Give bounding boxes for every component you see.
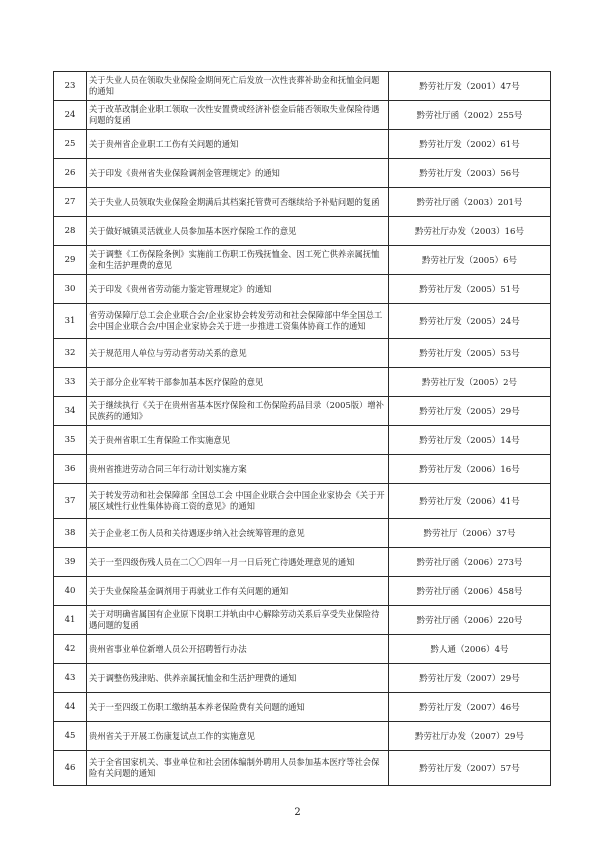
row-number: 29: [54, 246, 87, 275]
table-row: [54, 664, 551, 693]
document-code: 黔劳社厅发（2007）57号: [389, 751, 551, 786]
table-row: [54, 72, 551, 101]
document-title: 关于印发《贵州省失业保险调剂金管理规定》的通知: [87, 159, 389, 188]
table-row: [54, 426, 551, 455]
document-title: 关于转发劳动和社会保障部 全国总工会 中国企业联合会中国企业家协会《关于开展区域性行业性集体协商工资的意见》的通知: [87, 484, 389, 519]
document-index-table: [53, 71, 551, 786]
document-title: 关于一至四级工伤职工缴纳基本养老保险费有关问题的通知: [87, 693, 389, 722]
document-code: 黔劳社厅函（2006）273号: [389, 548, 551, 577]
row-number: 28: [54, 217, 87, 246]
document-code: 黔劳社厅函（2006）220号: [389, 606, 551, 635]
document-code: 黔劳社厅发（2003）56号: [389, 159, 551, 188]
table-row: [54, 519, 551, 548]
row-number: 26: [54, 159, 87, 188]
row-number: 45: [54, 722, 87, 751]
document-title: 关于贵州省职工生育保险工作实施意见: [87, 426, 389, 455]
document-title: 关于企业老工伤人员和关待遇逐步纳入社会统筹管理的意见: [87, 519, 389, 548]
row-number: 43: [54, 664, 87, 693]
table-body: [54, 72, 551, 786]
table-row: [54, 304, 551, 339]
row-number: 44: [54, 693, 87, 722]
table-row: [54, 722, 551, 751]
row-number: 32: [54, 339, 87, 368]
table-row: [54, 275, 551, 304]
table-row: [54, 130, 551, 159]
table-row: [54, 159, 551, 188]
document-code: 黔劳社厅发（2007）46号: [389, 693, 551, 722]
row-number: 30: [54, 275, 87, 304]
document-code: 黔劳社厅发（2005）6号: [389, 246, 551, 275]
document-code: 黔劳社厅发（2006）41号: [389, 484, 551, 519]
document-code: 黔劳社厅办发（2003）16号: [389, 217, 551, 246]
document-code: 黔劳社厅办发（2007）29号: [389, 722, 551, 751]
document-title: 关于做好城镇灵活就业人员参加基本医疗保险工作的意见: [87, 217, 389, 246]
row-number: 27: [54, 188, 87, 217]
table-row: [54, 577, 551, 606]
table-row: [54, 368, 551, 397]
document-title: 贵州省推进劳动合同三年行动计划实施方案: [87, 455, 389, 484]
row-number: 33: [54, 368, 87, 397]
table-row: [54, 484, 551, 519]
row-number: 23: [54, 72, 87, 101]
table-row: [54, 188, 551, 217]
row-number: 37: [54, 484, 87, 519]
document-title: 贵州省关于开展工伤康复试点工作的实施意见: [87, 722, 389, 751]
table-row: [54, 339, 551, 368]
document-title: 关于印发《贵州省劳动能力鉴定管理规定》的通知: [87, 275, 389, 304]
document-title: 关于一至四级伤残人员在二〇〇四年一月一日后死亡待遇处理意见的通知: [87, 548, 389, 577]
row-number: 25: [54, 130, 87, 159]
document-title: 关于全省国家机关、事业单位和社会团体编制外聘用人员参加基本医疗等社会保险有关问题的通知: [87, 751, 389, 786]
document-title: 省劳动保障厅总工会企业联合会/企业家协会转发劳动和社会保障部中华全国总工会中国企业联合会/中国企业家协会关于进一步推进工资集体协商工作的通知: [87, 304, 389, 339]
row-number: 40: [54, 577, 87, 606]
table-row: [54, 548, 551, 577]
document-title: 关于失业人员在领取失业保险金期间死亡后发放一次性丧葬补助金和抚恤金问题的通知: [87, 72, 389, 101]
row-number: 36: [54, 455, 87, 484]
row-number: 39: [54, 548, 87, 577]
document-code: 黔劳社厅发（2005）53号: [389, 339, 551, 368]
document-code: 黔劳社厅发（2006）16号: [389, 455, 551, 484]
document-code: 黔劳社厅发（2005）14号: [389, 426, 551, 455]
table-row: [54, 397, 551, 426]
document-code: 黔劳社厅发（2005）29号: [389, 397, 551, 426]
document-code: 黔劳社厅发（2001）47号: [389, 72, 551, 101]
table-row: [54, 455, 551, 484]
table-row: [54, 751, 551, 786]
table-row: [54, 246, 551, 275]
row-number: 34: [54, 397, 87, 426]
document-title: 关于改革改制企业职工领取一次性安置费或经济补偿金后能否领取失业保险待遇问题的复函: [87, 101, 389, 130]
document-title: 关于规范用人单位与劳动者劳动关系的意见: [87, 339, 389, 368]
document-code: 黔人通（2006）4号: [389, 635, 551, 664]
document-title: 关于调整伤残津贴、供养亲属抚恤金和生活护理费的通知: [87, 664, 389, 693]
document-title: 关于失业人员领取失业保险金期满后其档案托管费可否继续给予补贴问题的复函: [87, 188, 389, 217]
document-code: 黔劳社厅（2006）37号: [389, 519, 551, 548]
document-title: 关于继续执行《关于在贵州省基本医疗保险和工伤保险药品目录（2005版）增补民族药的通知》: [87, 397, 389, 426]
row-number: 35: [54, 426, 87, 455]
row-number: 38: [54, 519, 87, 548]
table-row: [54, 101, 551, 130]
table-row: [54, 635, 551, 664]
document-code: 黔劳社厅发（2005）51号: [389, 275, 551, 304]
document-code: 黔劳社厅函（2003）201号: [389, 188, 551, 217]
row-number: 42: [54, 635, 87, 664]
document-code: 黔劳社厅发（2007）29号: [389, 664, 551, 693]
row-number: 31: [54, 304, 87, 339]
page-number: 2: [294, 807, 301, 818]
row-number: 41: [54, 606, 87, 635]
document-title: 关于贵州省企业职工工伤有关问题的通知: [87, 130, 389, 159]
document-code: 黔劳社厅函（2006）458号: [389, 577, 551, 606]
document-title: 关于调整《工伤保险条例》实施前工伤职工伤残抚恤金、因工死亡供养亲属抚恤金和生活护理费的意见: [87, 246, 389, 275]
document-title: 关于对明确省属国有企业原下岗职工并轨由中心解除劳动关系后享受失业保险待遇问题的复函: [87, 606, 389, 635]
document-title: 关于失业保险基金调剂用于再就业工作有关问题的通知: [87, 577, 389, 606]
table-row: [54, 693, 551, 722]
document-code: 黔劳社厅发（2005）24号: [389, 304, 551, 339]
document-code: 黔劳社厅发（2005）2号: [389, 368, 551, 397]
table-row: [54, 606, 551, 635]
table-row: [54, 217, 551, 246]
document-code: 黔劳社厅发（2002）61号: [389, 130, 551, 159]
document-code: 黔劳社厅函（2002）255号: [389, 101, 551, 130]
row-number: 24: [54, 101, 87, 130]
document-title: 贵州省事业单位新增人员公开招聘暂行办法: [87, 635, 389, 664]
row-number: 46: [54, 751, 87, 786]
document-title: 关于部分企业军转干部参加基本医疗保险的意见: [87, 368, 389, 397]
